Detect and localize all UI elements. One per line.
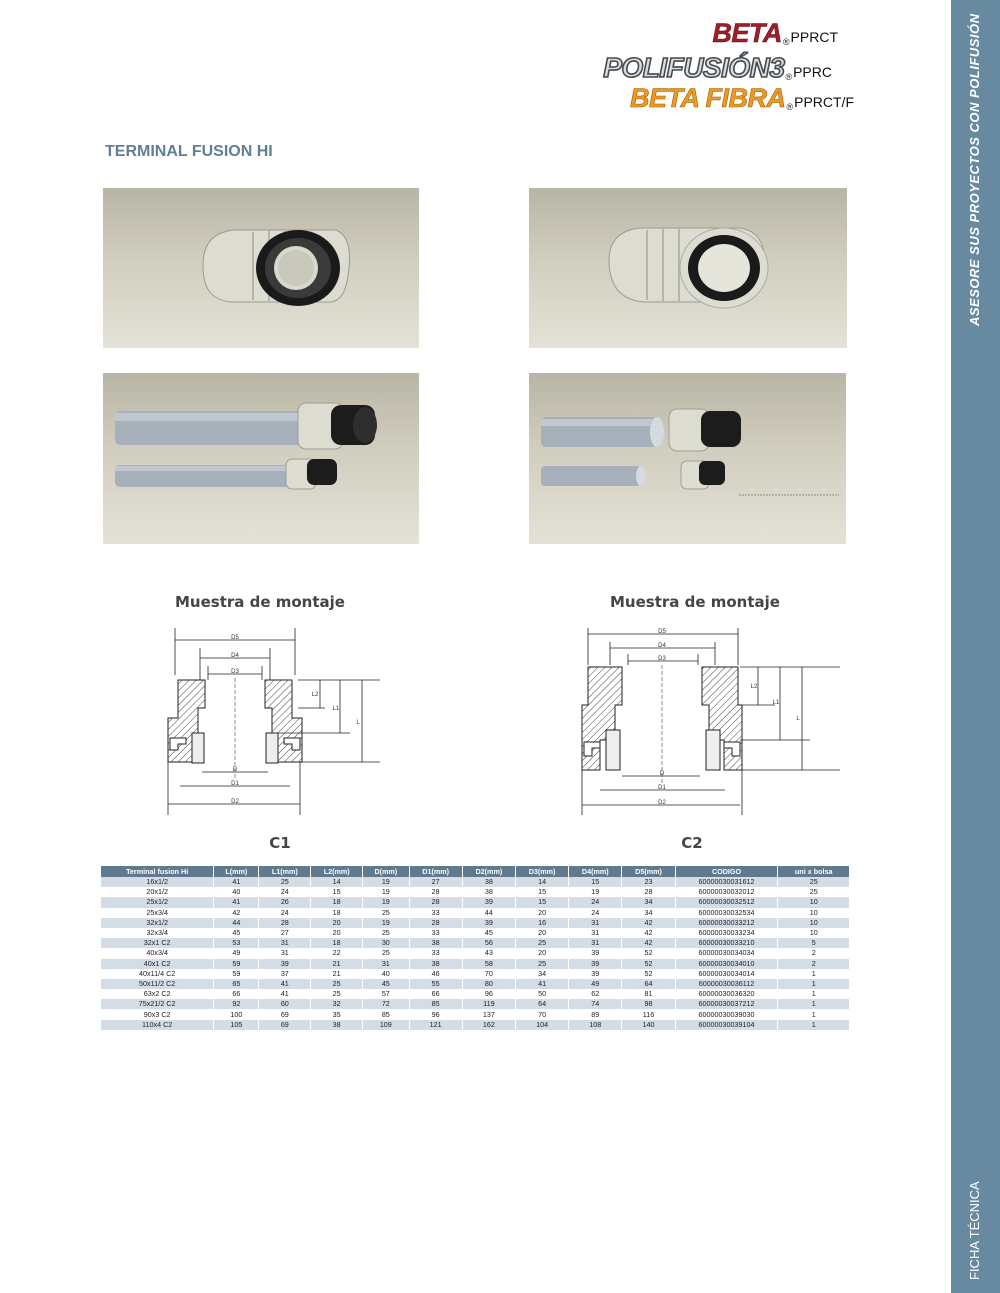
table-cell: 5 [778,938,849,948]
table-cell: 45 [463,928,515,938]
table-cell: 39 [463,918,515,928]
table-cell: 41 [259,989,310,999]
table-cell: 44 [463,908,515,918]
table-cell: 44 [214,918,258,928]
table-cell: 46 [410,969,462,979]
table-cell: 25 [516,938,568,948]
brand-beta-fibra-suffix: PPRCT/F [794,94,854,110]
spec-table-body [101,877,849,1030]
brand-polifusion [603,52,832,84]
table-cell: 1 [778,989,849,999]
table-row [101,979,849,989]
dim-d1: D1 [231,781,239,787]
table-cell: 85 [363,1009,408,1019]
table-cell: 69 [259,1020,310,1030]
table-cell: 89 [569,1009,621,1019]
table-cell: 34 [516,969,568,979]
table-cell: 25 [363,908,408,918]
table-cell: 10 [778,918,849,928]
table-cell: 41 [214,897,258,907]
brand-beta [712,18,838,49]
table-cell: 42 [214,908,258,918]
column-header: L1(mm) [259,866,310,877]
table-cell: 40 [214,887,258,897]
table-row [101,877,849,887]
table-cell: 15 [311,887,362,897]
table-cell: 60000030031612 [676,877,778,887]
table-cell: 2 [778,948,849,958]
table-cell: 19 [363,877,408,887]
table-cell: 20 [311,928,362,938]
table-row [101,887,849,897]
table-cell: 37 [259,969,310,979]
table-cell: 25 [363,928,408,938]
table-cell: 16 [516,918,568,928]
column-header: D3(mm) [516,866,568,877]
diagram-caption-right: Muestra de montaje [610,593,780,611]
table-cell: 63x2 C2 [101,989,213,999]
table-cell: 40x11/4 C2 [101,969,213,979]
table-cell: 33 [410,928,462,938]
table-cell: 41 [214,877,258,887]
spec-table-header-row [101,866,849,877]
table-cell: 96 [410,1009,462,1019]
table-cell: 58 [463,959,515,969]
table-cell: 25 [516,959,568,969]
table-cell: 25x3/4 [101,908,213,918]
diagram-caption-left: Muestra de montaje [175,593,345,611]
table-row [101,969,849,979]
table-cell: 92 [214,999,258,1009]
reg-mark: ® [782,37,790,47]
brand-beta-fibra-logo: BETA FIBRA [629,83,786,113]
table-cell: 81 [622,989,674,999]
product-photo-fitting-back [529,188,847,348]
technical-drawing-c1 [150,620,400,820]
table-cell: 21 [311,969,362,979]
table-cell: 40x3/4 [101,948,213,958]
dim-l2: L2 [750,684,758,690]
table-cell: 18 [311,938,362,948]
table-row [101,1009,849,1019]
reg-mark: ® [785,72,793,82]
column-header: uni x bolsa [778,866,849,877]
table-cell: 23 [622,877,674,887]
table-cell: 110x4 C2 [101,1020,213,1030]
table-cell: 39 [259,959,310,969]
dim-l2: L2 [311,692,319,698]
sidebar-footer-text: FICHA TÉCNICA [967,1181,982,1280]
table-cell: 24 [259,908,310,918]
brand-logos [560,18,860,113]
table-cell: 50 [516,989,568,999]
table-cell: 25x1/2 [101,897,213,907]
table-cell: 137 [463,1009,515,1019]
table-cell: 39 [569,959,621,969]
table-cell: 21 [311,959,362,969]
table-cell: 19 [363,918,408,928]
table-cell: 30 [363,938,408,948]
table-row [101,999,849,1009]
table-cell: 28 [259,918,310,928]
table-cell: 15 [569,877,621,887]
product-photo-assembled [103,373,419,544]
table-cell: 27 [259,928,310,938]
table-cell: 1 [778,1020,849,1030]
dim-d5: D5 [231,635,239,641]
table-cell: 60000030039104 [676,1020,778,1030]
dim-l: L [356,720,360,726]
brand-polifusion-logo: POLIFUSIÓN3 [603,52,785,83]
table-cell: 32x3/4 [101,928,213,938]
table-cell: 34 [622,908,674,918]
table-cell: 2 [778,959,849,969]
sidebar-slogan-text: ASESORE SUS PROYECTOS CON POLIFUSIÓN [967,14,982,327]
table-cell: 40x1 C2 [101,959,213,969]
reg-mark: ® [786,102,794,112]
column-header: D4(mm) [569,866,621,877]
table-cell: 140 [622,1020,674,1030]
brand-beta-logo: BETA [712,18,782,48]
table-cell: 56 [463,938,515,948]
table-cell: 43 [463,948,515,958]
table-cell: 65 [214,979,258,989]
column-header: D1(mm) [410,866,462,877]
table-cell: 60000030036112 [676,979,778,989]
table-cell: 42 [622,938,674,948]
table-cell: 25 [363,948,408,958]
diagram-label-c2: C2 [681,834,703,852]
table-cell: 20 [516,948,568,958]
table-cell: 70 [516,1009,568,1019]
table-cell: 49 [214,948,258,958]
table-cell: 24 [569,908,621,918]
brand-beta-suffix: PPRCT [790,29,838,45]
table-cell: 45 [363,979,408,989]
dim-d3: D3 [658,656,666,662]
table-cell: 64 [516,999,568,1009]
table-cell: 19 [569,887,621,897]
dim-l1: L1 [332,706,340,712]
table-cell: 60000030034034 [676,948,778,958]
table-cell: 60000030032534 [676,908,778,918]
table-cell: 14 [516,877,568,887]
table-cell: 69 [259,1009,310,1019]
table-cell: 10 [778,897,849,907]
table-cell: 24 [569,897,621,907]
table-cell: 25 [311,989,362,999]
table-cell: 42 [622,928,674,938]
table-cell: 52 [622,959,674,969]
dim-d: D [659,771,665,777]
table-cell: 10 [778,908,849,918]
table-cell: 38 [410,959,462,969]
table-cell: 60000030033212 [676,918,778,928]
table-cell: 55 [410,979,462,989]
table-cell: 10 [778,928,849,938]
table-cell: 26 [259,897,310,907]
table-cell: 41 [516,979,568,989]
table-cell: 31 [569,928,621,938]
table-cell: 85 [410,999,462,1009]
table-cell: 105 [214,1020,258,1030]
table-cell: 16x1/2 [101,877,213,887]
dim-d2: D2 [658,800,666,806]
table-cell: 60000030034014 [676,969,778,979]
table-cell: 25 [311,979,362,989]
table-cell: 33 [410,948,462,958]
table-cell: 38 [410,938,462,948]
table-cell: 60000030032512 [676,897,778,907]
table-cell: 31 [569,918,621,928]
table-row [101,928,849,938]
table-cell: 66 [214,989,258,999]
table-cell: 19 [363,897,408,907]
spec-table-header [101,866,849,877]
column-header: L2(mm) [311,866,362,877]
table-cell: 42 [622,918,674,928]
table-cell: 20 [516,928,568,938]
table-cell: 31 [259,938,310,948]
table-cell: 34 [622,897,674,907]
table-cell: 121 [410,1020,462,1030]
technical-drawing-c2 [560,620,840,820]
table-cell: 25 [259,877,310,887]
table-row [101,897,849,907]
table-cell: 59 [214,969,258,979]
table-cell: 40 [363,969,408,979]
sidebar-footer [955,1175,995,1280]
table-cell: 104 [516,1020,568,1030]
table-cell: 31 [363,959,408,969]
table-cell: 119 [463,999,515,1009]
table-cell: 52 [622,969,674,979]
dim-l: L [796,716,800,722]
table-cell: 45 [214,928,258,938]
table-cell: 38 [311,1020,362,1030]
table-cell: 15 [516,897,568,907]
product-title: TERMINAL FUSION HI [105,143,273,160]
table-cell: 25 [778,887,849,897]
table-cell: 98 [622,999,674,1009]
table-cell: 22 [311,948,362,958]
column-header: D2(mm) [463,866,515,877]
table-cell: 60000030033234 [676,928,778,938]
table-cell: 53 [214,938,258,948]
brand-polifusion-suffix: PPRC [793,64,832,80]
dim-d2: D2 [231,799,239,805]
table-cell: 28 [410,887,462,897]
diagram-label-c1: C1 [269,834,291,852]
table-cell: 19 [363,887,408,897]
column-header: D5(mm) [622,866,674,877]
table-cell: 25 [778,877,849,887]
table-cell: 72 [363,999,408,1009]
table-cell: 31 [569,938,621,948]
table-cell: 60000030033210 [676,938,778,948]
table-cell: 108 [569,1020,621,1030]
table-cell: 59 [214,959,258,969]
dim-l1: L1 [772,700,780,706]
table-cell: 39 [569,948,621,958]
dim-d4: D4 [658,643,666,649]
table-row [101,918,849,928]
table-row [101,908,849,918]
dim-d1: D1 [658,785,666,791]
table-cell: 27 [410,877,462,887]
table-cell: 50x11/2 C2 [101,979,213,989]
table-cell: 33 [410,908,462,918]
product-photo-fitting-front [103,188,419,348]
brand-beta-fibra [630,83,854,114]
table-cell: 60000030034010 [676,959,778,969]
table-cell: 28 [410,918,462,928]
table-cell: 32 [311,999,362,1009]
column-header: L(mm) [214,866,258,877]
dim-d4: D4 [231,653,239,659]
table-cell: 75x21/2 C2 [101,999,213,1009]
table-cell: 20x1/2 [101,887,213,897]
table-cell: 1 [778,979,849,989]
table-cell: 35 [311,1009,362,1019]
spec-table [100,866,850,1030]
table-cell: 60000030036320 [676,989,778,999]
table-cell: 20 [311,918,362,928]
dim-d3: D3 [231,669,239,675]
table-row [101,948,849,958]
table-cell: 60000030032012 [676,887,778,897]
table-cell: 52 [622,948,674,958]
table-cell: 80 [463,979,515,989]
sidebar-slogan [955,14,995,364]
table-cell: 20 [516,908,568,918]
table-cell: 24 [259,887,310,897]
table-cell: 31 [259,948,310,958]
table-cell: 14 [311,877,362,887]
table-cell: 96 [463,989,515,999]
table-cell: 1 [778,1009,849,1019]
table-row [101,938,849,948]
table-row [101,989,849,999]
table-cell: 28 [410,897,462,907]
table-cell: 1 [778,999,849,1009]
table-cell: 32x1 C2 [101,938,213,948]
table-cell: 90x3 C2 [101,1009,213,1019]
table-cell: 39 [569,969,621,979]
table-cell: 18 [311,897,362,907]
table-cell: 38 [463,887,515,897]
table-cell: 116 [622,1009,674,1019]
table-cell: 41 [259,979,310,989]
table-cell: 28 [622,887,674,897]
table-cell: 32x1/2 [101,918,213,928]
table-cell: 74 [569,999,621,1009]
table-cell: 57 [363,989,408,999]
dim-d: D [232,767,238,773]
table-cell: 15 [516,887,568,897]
table-cell: 1 [778,969,849,979]
column-header: Terminal fusion Hi [101,866,213,877]
table-cell: 162 [463,1020,515,1030]
dim-d5: D5 [658,629,666,635]
table-cell: 109 [363,1020,408,1030]
table-cell: 66 [410,989,462,999]
column-header: CODIGO [676,866,778,877]
table-cell: 38 [463,877,515,887]
table-cell: 60000030037212 [676,999,778,1009]
table-cell: 64 [622,979,674,989]
table-cell: 100 [214,1009,258,1019]
table-cell: 70 [463,969,515,979]
table-cell: 18 [311,908,362,918]
table-row [101,1020,849,1030]
table-cell: 62 [569,989,621,999]
table-cell: 60000030039030 [676,1009,778,1019]
table-cell: 60 [259,999,310,1009]
column-header: D(mm) [363,866,408,877]
table-cell: 39 [463,897,515,907]
product-photo-exploded [529,373,846,544]
table-row [101,959,849,969]
table-cell: 49 [569,979,621,989]
